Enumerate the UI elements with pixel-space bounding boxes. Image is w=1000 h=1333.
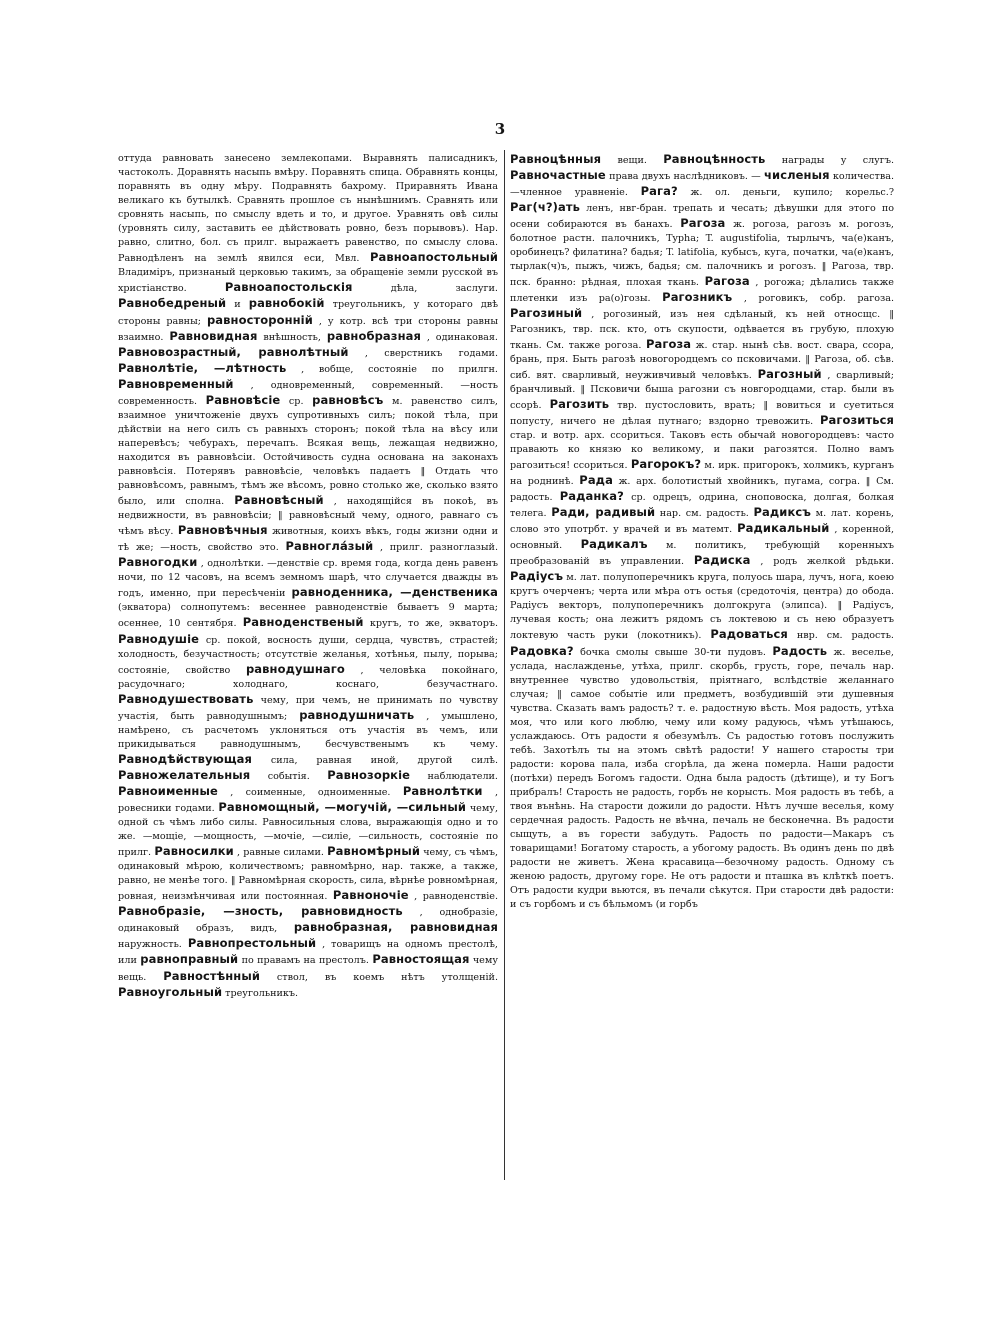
dictionary-definition: наблюдатели. xyxy=(410,770,498,782)
dictionary-headword: равнобразная, равновидная xyxy=(293,920,498,935)
dictionary-headword: Равнодушіе xyxy=(118,631,200,646)
column-divider xyxy=(504,150,505,1180)
dictionary-definition: , сварливый; бранчливый. ‖ Псковичи быша рагозни съ новгородцами, стар. были въ ссорѣ. xyxy=(510,369,894,411)
dictionary-definition: и xyxy=(226,299,241,311)
dictionary-definition: , однолѣтки. —денствіе ср. время года, когда день равенъ ночи, по 12 часовъ, на всемъ земномъ шарѣ, что случается дважды въ годъ, именно, при пересѣченіи xyxy=(118,558,498,600)
dictionary-definition: м. политикъ, требующій коренныхъ преобразованій въ управлении. xyxy=(510,540,894,568)
dictionary-headword: равноправный xyxy=(140,952,239,967)
dictionary-definition: оттуда равновать занесено землекопами. Выравнять палисадникъ, частоколъ. Доравнять насыпь вмѣру. Поравнять спица. Обравнять концы, поравнять въ одну мѣру. Подравнять бахрому. Приравнять Ивана великаго къ бутылкѣ. Сравнять прошлое съ нынѣшнимъ. Сравнять или сровнять насыпь, по смыслу вдеть и то, и другое. Уравнять овѣ силы (уровнять силу, заставить ее дѣйствовать ровно, безъ порывовъ). Нар. равно, слитно, бол. съ прилг. выражаетъ равенство, по смыслу слова. Равнодѣленъ на землѣ явился еси, Мвл. xyxy=(118,153,498,265)
dictionary-definition: , у котр. всѣ три стороны равны взаимно. xyxy=(118,315,498,343)
dictionary-headword: Рада xyxy=(579,472,613,487)
dictionary-definition: кругъ, то же, экваторъ. xyxy=(363,618,498,630)
dictionary-definition: , коренной, основный. xyxy=(510,524,895,552)
right-column-text xyxy=(510,152,894,912)
dictionary-headword: Рагозный xyxy=(757,366,822,381)
dictionary-headword: Равноцѣнность xyxy=(663,152,766,166)
dictionary-definition: животныя, коихъ вѣкъ, годы жизни одни и тѣ же; —ность, свойство это. xyxy=(118,526,498,554)
dictionary-definition: ж. арх. болотистый хвойникъ, пугама, согра. ‖ См. радость. xyxy=(510,475,894,504)
dictionary-headword: Равнозоркіе xyxy=(327,767,411,782)
page-number: 3 xyxy=(494,120,506,138)
dictionary-headword: Равноугольный xyxy=(118,984,223,999)
dictionary-definition: м. лат. корень, слово это употрбт. у врачей и въ матемт. xyxy=(510,508,894,536)
dictionary-definition: твр. пустословить, врать; ‖ вовиться и суетиться попусту, ничего не дѣлая путнаго; вздорно тревожить. xyxy=(510,399,894,427)
dictionary-definition: ж. ол. деньги, купило; корельс.? xyxy=(677,187,894,199)
left-column-text xyxy=(118,152,498,1001)
dictionary-definition: , однобразіе, одинаковый образъ, видъ, xyxy=(118,907,499,935)
dictionary-headword: Равностѣнный xyxy=(163,968,261,983)
dictionary-headword: Равновозрастный, равнолѣтный xyxy=(118,344,349,359)
dictionary-headword: Равноденственый xyxy=(242,615,364,630)
dictionary-headword: Рагозникъ xyxy=(662,290,733,305)
dictionary-headword: Радиска xyxy=(693,553,751,568)
dictionary-headword: Равноапостольскія xyxy=(224,280,353,295)
dictionary-definition: (экватора) солнопутемъ: весеннее равноденствіе бываетъ 9 марта; осеннее, 10 сентября. xyxy=(118,602,498,630)
dictionary-headword: Равнопрестольный xyxy=(187,936,317,951)
dictionary-definition: Владиміръ, признаный церковью такимъ, за обращеніе земли русской въ христіанство. xyxy=(118,267,498,295)
dictionary-headword: Равногодки xyxy=(118,555,198,570)
dictionary-definition: , сверстникъ годами. xyxy=(348,347,498,359)
dictionary-definition: , ровесники годами. xyxy=(118,786,498,815)
dictionary-definition: чему, съ чѣмъ, одинаковый мѣрою, количествомъ; равномѣрно, нар. также, а также, равно, не менѣе того. ‖ Равномѣрная скорость, сила, вѣрнѣе ровномѣрная, ровная, неизмѣнчивая или постоянная. xyxy=(118,847,498,903)
dictionary-definition: чему, при чемъ, не принимать по чувству участія, быть равнодушнымъ; xyxy=(118,694,498,722)
dictionary-headword: Равноночіе xyxy=(332,888,409,903)
dictionary-headword: Равносилки xyxy=(154,844,234,859)
dictionary-headword: Равножелательныя xyxy=(118,767,251,782)
dictionary-headword: Равнодѣйствующая xyxy=(118,751,253,766)
dictionary-definition: чему, одной съ чѣмъ либо силы. Равносильныя слова, выражающія одно и то же. —мощіе, —мощность, —мочіе, —силіе, —сильность, состояніе по прилг. xyxy=(118,803,498,859)
dictionary-definition: стар. и вотр. арх. ссориться. Таковъ есть обычай новогородцевъ: часто правають ко князю ко великому, и паки рагозятся. Полно вамъ рагозиться! ссориться. xyxy=(510,429,894,471)
dictionary-definition: , прилг. разноглазый. xyxy=(373,542,498,554)
dictionary-definition: м. равенство силъ, взаимное уничтоженіе двухъ супротивныхъ силъ; покой тѣла, при дѣйствіи на него силъ съ равныхъ сторонъ; покой тѣла на вѣсу или наперевѣсъ; чебурахъ, перечапъ. Всякая вещь, лежащая недвижно, находится въ равновѣсіи. Остойчивость судна основана на законахъ равновѣсія. Потерявъ равновѣсіе, человѣкъ падаетъ ‖ Отдать что равновѣсомъ, равнымъ, тѣмъ же вѣсомъ, ровно столько же, сколько взято было, или сполна. xyxy=(118,395,498,508)
dictionary-definition: дѣла, заслуги. xyxy=(352,283,498,295)
dictionary-definition: , одинаковая. xyxy=(420,331,498,343)
dictionary-definition: вещи. xyxy=(601,155,647,166)
dictionary-definition: ср. одрецъ, одрина, сноповоска, долгая, болкая телега. xyxy=(510,492,894,520)
right-column xyxy=(510,152,894,912)
dictionary-definition: награды у слугъ. xyxy=(765,155,894,166)
dictionary-definition: ж. веселье, услада, наслажденье, утѣха, прилг. скорбь, грусть, горе, печаль нар. внутреннее чувство удовольствія, пріятнаго, вслѣдствіе желаннаго случая; ‖ самое событіе или предметъ, возбудившій эти душевныя чувства. Сказать вамъ радость? т. е. радостную вѣсть. Моя радость, утѣха моя, что или кого люблю, чему или кому радуюсь, чѣмъ утѣшаюсь, услаждаюсь. Отъ радости я обезумѣлъ. Съ радостью готовъ послужить тебѣ. Захотѣлъ ты на этомъ свѣтѣ радости! У нашего старосты три радости: корова пала, изба сгорѣла, да жена померла. Наши радости (потѣхи) передъ Богомъ гадости. Одна была радость (дѣтище), и ту Богъ прибралъ! Старость не радость, горбъ не корысть. Моя радость въ тебѣ, а твоя вънѣнь. На старости дожили до радости. Нѣтъ лучше веселья, кому сердечная радость. Радость не вѣчна, печаль не бесконечна. Въ радости сыщуть, а въ горести забудуть. Радость по радости—Макаръ съ товарищами! Богатому старость, а убогому радость. Въ одинъ день по двѣ радости не живетъ. Жена красавица—безочному радость. Одному съ женою радость, другому горе. Не отъ радости и пташка въ клѣткѣ поетъ. Отъ радости кудри вьются, въ печали сѣкутся. При старости двѣ радости: и съ горбомъ и съ бѣльмомъ (и горбъ xyxy=(510,646,894,911)
dictionary-headword: равносторонній xyxy=(206,312,313,327)
dictionary-definition: ствол, въ коемъ нѣтъ утолщеній. xyxy=(260,971,498,983)
dictionary-headword: Равновѣсіе xyxy=(205,392,281,407)
dictionary-headword: Равногла́зый xyxy=(285,539,374,554)
dictionary-headword: Радикалъ xyxy=(580,537,648,552)
dictionary-definition: , рогожа; дѣлались также плетенки изъ ра(о)гозы. xyxy=(510,277,894,305)
dictionary-definition: событія. xyxy=(250,770,310,782)
dictionary-definition: ж. стар. нынѣ сѣв. вост. свара, ссора, брань, пря. Быть рагозѣ новогородцемъ со псковичами. ‖ Рагоза, об. сѣв. сиб. вят. сварливый, неуживчивый человѣкъ. xyxy=(510,339,894,381)
dictionary-headword: Равнолѣтки xyxy=(402,783,483,798)
dictionary-headword: Равновѣсный xyxy=(234,493,324,508)
dictionary-headword: равновѣсъ xyxy=(312,392,384,407)
dictionary-headword: Рагоза xyxy=(680,216,726,231)
dictionary-headword: Ради, радивый xyxy=(551,505,656,520)
dictionary-definition: треугольникъ, у котораго двѣ стороны равны; xyxy=(118,299,498,327)
dictionary-definition: м. лат. полупоперечникъ круга, полуось шара, лучъ, нога, коею кругъ очерченъ; черта или мѣра отъ остья (средоточія, центра) до обода. Радіусъ векторъ, полупоперечникъ долгокруга (элипса). ‖ Радіусъ, лучевая кость; она лежитъ рядомъ съ локтевою и съ нею образуетъ локтевую часть руки (локотникъ). xyxy=(510,572,894,642)
dictionary-definition: по правамъ на престолъ. xyxy=(238,955,369,967)
dictionary-headword: Рагозиный xyxy=(510,306,583,321)
dictionary-definition: , вобще, состояніе по прилгн. xyxy=(286,363,498,375)
dictionary-definition: , родъ желкой рѣдьки. xyxy=(750,556,895,568)
dictionary-headword: Рагоза xyxy=(645,336,692,351)
dictionary-headword: Раг(ч?)ать xyxy=(510,200,580,215)
dictionary-definition: треугольникъ. xyxy=(222,987,299,999)
dictionary-definition: сила, равная иной, другой силѣ. xyxy=(252,754,498,766)
dictionary-headword: Рагоза xyxy=(704,274,750,289)
dictionary-headword: Равнодушествовать xyxy=(118,691,254,706)
dictionary-definition: ср. xyxy=(280,395,304,407)
dictionary-headword: равнобразная xyxy=(326,328,421,343)
dictionary-headword: Равноапостольный xyxy=(370,250,498,265)
dictionary-headword: Рага? xyxy=(640,184,678,199)
dictionary-headword: Равновидная xyxy=(169,328,258,343)
left-column xyxy=(118,152,498,1001)
dictionary-definition: ленъ, нвг-бран. трепать и чесать; дѣвушки для этого по осени собираются въ банахъ. xyxy=(510,203,894,231)
dictionary-headword: Раданка? xyxy=(559,489,624,504)
dictionary-definition: количества. —членное уравненіе. xyxy=(510,171,894,199)
dictionary-headword: Равночастные xyxy=(510,168,606,183)
dictionary-headword: Радикальный xyxy=(737,521,830,536)
dictionary-definition: ж. рогоза, рагозъ м. рогозъ, болотное растн. палочникъ, Typha; T. augustifolia, тырлычъ, ча(е)канъ, оробинецъ? филатина? бадья; T. latifolia, кубысъ, куга, початки, ча(е)канъ, тырлак(ч)ъ, пыжъ, чижъ, бадья; см. палочникъ и рогозъ. ‖ Рагоза, твр. пск. бранно: рѣдная, плохая ткань. xyxy=(510,219,894,289)
dictionary-definition: , равные силами. xyxy=(233,847,324,859)
dictionary-headword: равнодушнаго xyxy=(245,661,345,676)
dictionary-headword: Равновременный xyxy=(118,376,234,391)
dictionary-definition: , рогозиный, изъ нея сдѣланый, къ ней относщс. ‖ Рагозникъ, твр. пск. кто, отъ скупости, одѣвается въ грубую, плохую ткань. См. также рогоза. xyxy=(510,309,894,351)
dictionary-definition: права двухъ наслѣдниковъ. — xyxy=(605,171,761,183)
dictionary-headword: равнобокій xyxy=(248,296,325,311)
dictionary-headword: Равноименные xyxy=(118,783,218,798)
dictionary-definition: , товарищъ на одномъ престолѣ, или xyxy=(118,939,498,967)
dictionary-headword: Радовка? xyxy=(510,643,574,658)
dictionary-headword: равнодушничать xyxy=(299,707,415,722)
dictionary-headword: Радиксъ xyxy=(753,505,812,520)
dictionary-definition: бочка смолы свыше 30-ти пудовъ. xyxy=(573,646,766,658)
dictionary-headword: численыя xyxy=(764,168,830,183)
dictionary-headword: Равностоящая xyxy=(372,952,470,967)
dictionary-headword: Рагозиться xyxy=(820,412,894,427)
dictionary-headword: Равноцѣнныя xyxy=(510,152,602,166)
dictionary-definition: чему вещь. xyxy=(118,955,498,983)
dictionary-definition: внѣшность, xyxy=(257,331,321,343)
dictionary-headword: Радоваться xyxy=(710,627,788,642)
dictionary-headword: Равнобедреный xyxy=(118,296,227,311)
dictionary-headword: Рагозить xyxy=(549,396,610,411)
dictionary-headword: Равнолѣтіе, —лѣтность xyxy=(118,360,287,375)
dictionary-headword: Радость xyxy=(772,643,828,658)
dictionary-definition: м. ирк. пригорокъ, холмикъ, курганъ на роднинѣ. xyxy=(510,459,894,487)
dictionary-definition: нар. см. радость. xyxy=(655,508,749,520)
dictionary-definition: , роговикъ, собр. рагоза. xyxy=(732,293,894,305)
dictionary-headword: Равновѣчныя xyxy=(177,523,268,538)
dictionary-definition: , соименные, одноименные. xyxy=(217,786,391,798)
dictionary-definition: наружность. xyxy=(118,939,182,951)
dictionary-headword: Равнобразіе, —зность, равновидность xyxy=(118,904,403,919)
dictionary-headword: Радіусъ xyxy=(510,569,564,584)
dictionary-definition: , умышлено, намѣрено, съ расчетомъ уклоняться отъ участія въ чемъ, или прикидываться равнодушнымъ, бесчувственымъ къ чему. xyxy=(118,710,498,750)
dictionary-definition: , находящійся въ покоѣ, въ недвижности, въ равновѣсіи; ‖ равновѣсный чему, одного, равнаго съ чѣмъ вѣсу. xyxy=(118,496,498,538)
dictionary-headword: Равномѣрный xyxy=(327,844,421,859)
dictionary-definition: , равноденствіе. xyxy=(408,891,498,903)
dictionary-definition: , человѣка покойнаго, расудочнаго; холоднаго, коснаго, безучастнаго. xyxy=(118,664,498,690)
dictionary-headword: Равномощный, —могучій, —сильный xyxy=(218,800,467,815)
dictionary-definition: , одновременный, современный. —ность современность. xyxy=(118,379,498,407)
dictionary-definition: ср. покой, восность души, сердца, чувствъ, страстей; холодность, безучастность; отсутствіе желанья, хотѣнья, пылу, порыва; состояніе, свойство xyxy=(118,634,498,676)
dictionary-headword: Рагорокъ? xyxy=(630,456,702,471)
dictionary-definition: нвр. см. радость. xyxy=(787,630,894,642)
dictionary-headword: равноденника, —денственика xyxy=(291,585,498,600)
